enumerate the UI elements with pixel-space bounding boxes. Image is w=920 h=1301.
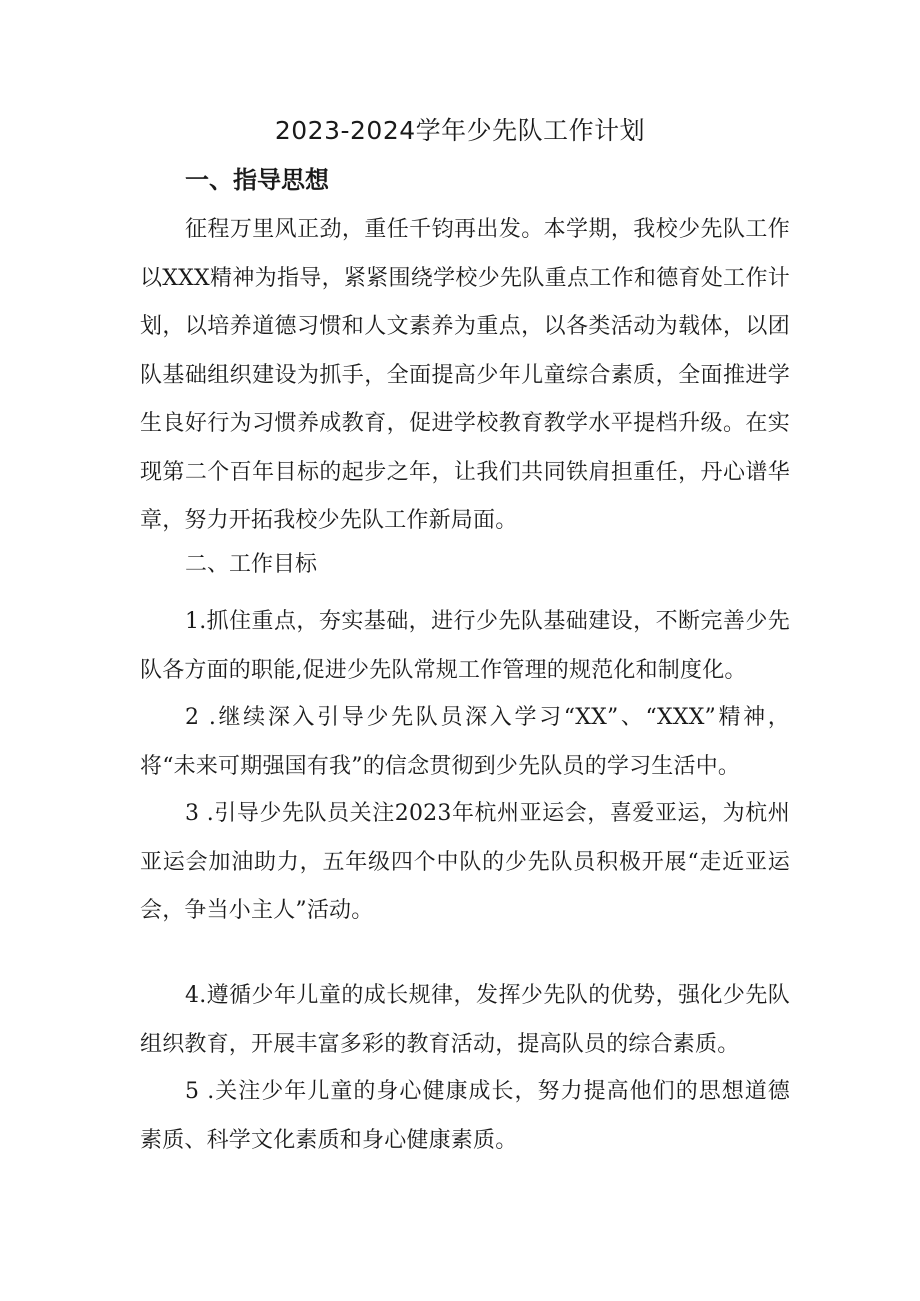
section-heading-work-goals: 二、工作目标 — [185, 552, 318, 577]
work-goal-item-5: 5 .关注少年儿童的身心健康成长，努力提高他们的思想道德素质、科学文化素质和身心健康素质。 — [140, 1079, 790, 1153]
section-heading-guiding-ideology: 一、指导思想 — [185, 166, 329, 194]
work-goal-item-2: 2 .继续深入引导少先队员深入学习“XX”、“XXX”精神，将“未来可期强国有我”的信念贯彻到少先队员的学习生活中。 — [140, 705, 790, 779]
work-goal-item-1: 1.抓住重点，夯实基础，进行少先队基础建设，不断完善少先队各方面的职能,促进少先队常规工作管理的规范化和制度化。 — [140, 609, 790, 683]
guiding-ideology-paragraph: 征程万里风正劲，重任千钧再出发。本学期，我校少先队工作以XXX精神为指导，紧紧围绕学校少先队重点工作和德育处工作计划，以培养道德习惯和人文素养为重点，以各类活动为载体，以团队基础组织建设为抓手，全面提高少年儿童综合素质，全面推进学生良好行为习惯养成教育，促进学校教育教学水平提档升级。在实现第二个百年目标的起步之年，让我们共同铁肩担重任，丹心谱华章，努力开拓我校少先队工作新局面。 — [140, 217, 790, 533]
document-title: 2023-2024学年少先队工作计划 — [274, 116, 646, 145]
work-goal-item-3: 3 .引导少先队员关注2023年杭州亚运会，喜爱亚运，为杭州亚运会加油助力，五年级四个中队的少先队员积极开展“走近亚运会，争当小主人”活动。 — [140, 801, 790, 923]
work-goal-item-4: 4.遵循少年儿童的成长规律，发挥少先队的优势，强化少先队组织教育，开展丰富多彩的教育活动，提高队员的综合素质。 — [140, 983, 790, 1057]
